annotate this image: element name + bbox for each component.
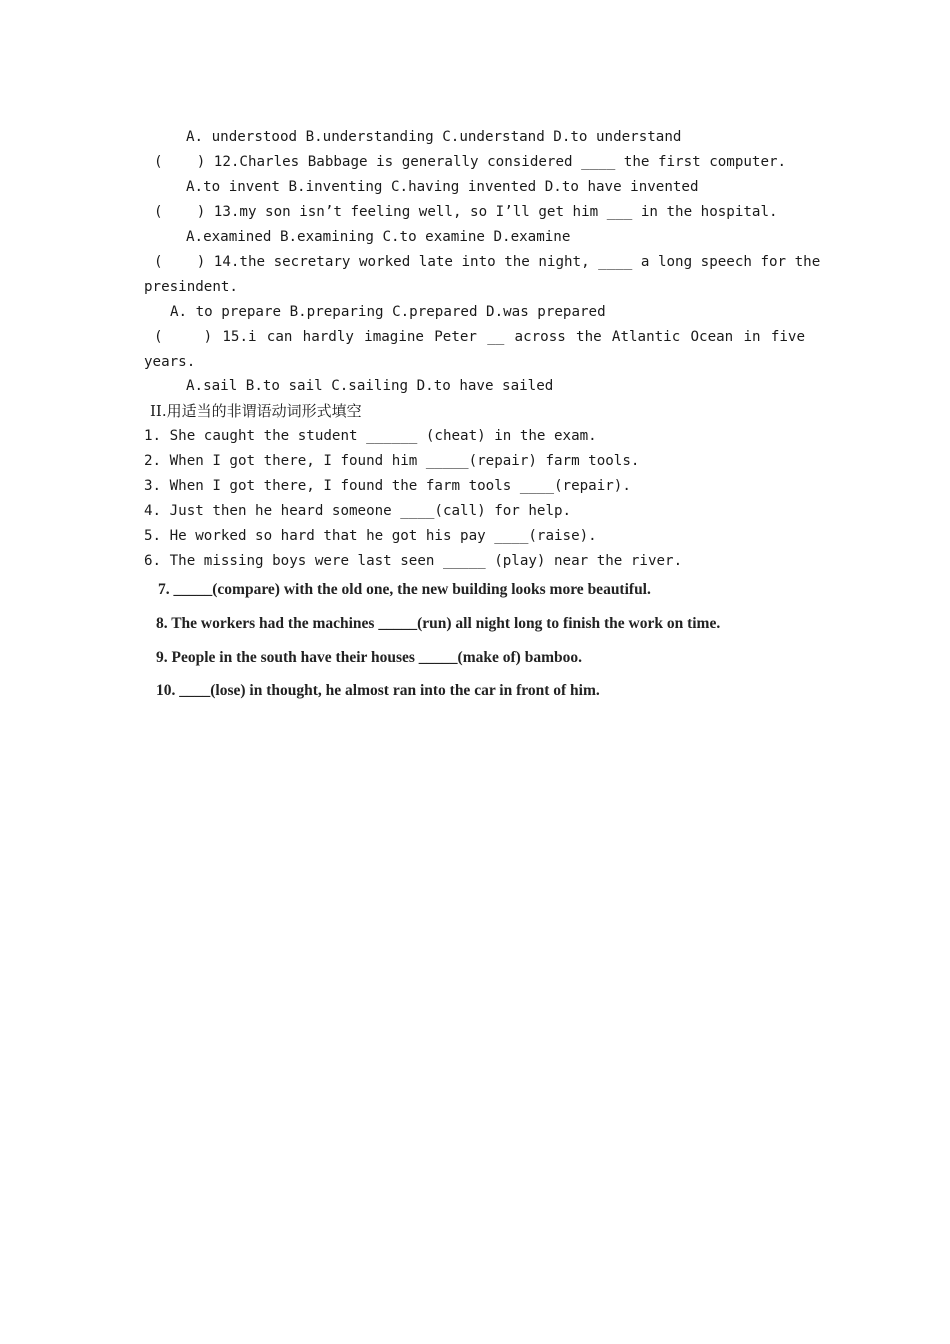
fill-item: 5. He worked so hard that he got his pay ____(raise). bbox=[144, 528, 597, 544]
fill-item: 1. She caught the student ______ (cheat) in the exam. bbox=[144, 428, 597, 444]
section-heading: II.用适当的非谓语动词形式填空 bbox=[150, 402, 362, 420]
fill-item: 10. ____(lose) in thought, he almost ran into the car in front of him. bbox=[156, 682, 600, 699]
q13-options: A.examined B.examining C.to examine D.examine bbox=[186, 229, 571, 245]
fill-item: 3. When I got there, I found the farm tools ____(repair). bbox=[144, 478, 631, 494]
q15-stem-continuation: years. bbox=[144, 354, 196, 370]
q12-options: A.to invent B.inventing C.having invented D.to have invented bbox=[186, 179, 699, 195]
fill-item: 2. When I got there, I found him _____(repair) farm tools. bbox=[144, 453, 640, 469]
q11-options: A. understood B.understanding C.understand D.to understand bbox=[186, 129, 682, 145]
q15-options: A.sail B.to sail C.sailing D.to have sailed bbox=[186, 378, 554, 394]
q13-stem: ( ) 13.my son isn’t feeling well, so I’ll get him ___ in the hospital. bbox=[154, 204, 778, 220]
q14-options: A. to prepare B.preparing C.prepared D.was prepared bbox=[170, 304, 606, 320]
q15-stem: ( ) 15.i can hardly imagine Peter __ across the Atlantic Ocean in five bbox=[154, 329, 805, 345]
q14-stem: ( ) 14.the secretary worked late into the night, ____ a long speech for the bbox=[154, 254, 821, 270]
q14-stem-continuation: presindent. bbox=[144, 279, 238, 295]
fill-item: 4. Just then he heard someone ____(call) for help. bbox=[144, 503, 572, 519]
q12-stem: ( ) 12.Charles Babbage is generally considered ____ the first computer. bbox=[154, 154, 787, 170]
fill-item: 6. The missing boys were last seen _____ (play) near the river. bbox=[144, 553, 683, 569]
fill-item: 8. The workers had the machines _____(run) all night long to finish the work on time. bbox=[156, 615, 721, 632]
fill-item: 9. People in the south have their houses _____(make of) bamboo. bbox=[156, 649, 582, 666]
fill-item: 7. _____(compare) with the old one, the new building looks more beautiful. bbox=[158, 581, 651, 598]
